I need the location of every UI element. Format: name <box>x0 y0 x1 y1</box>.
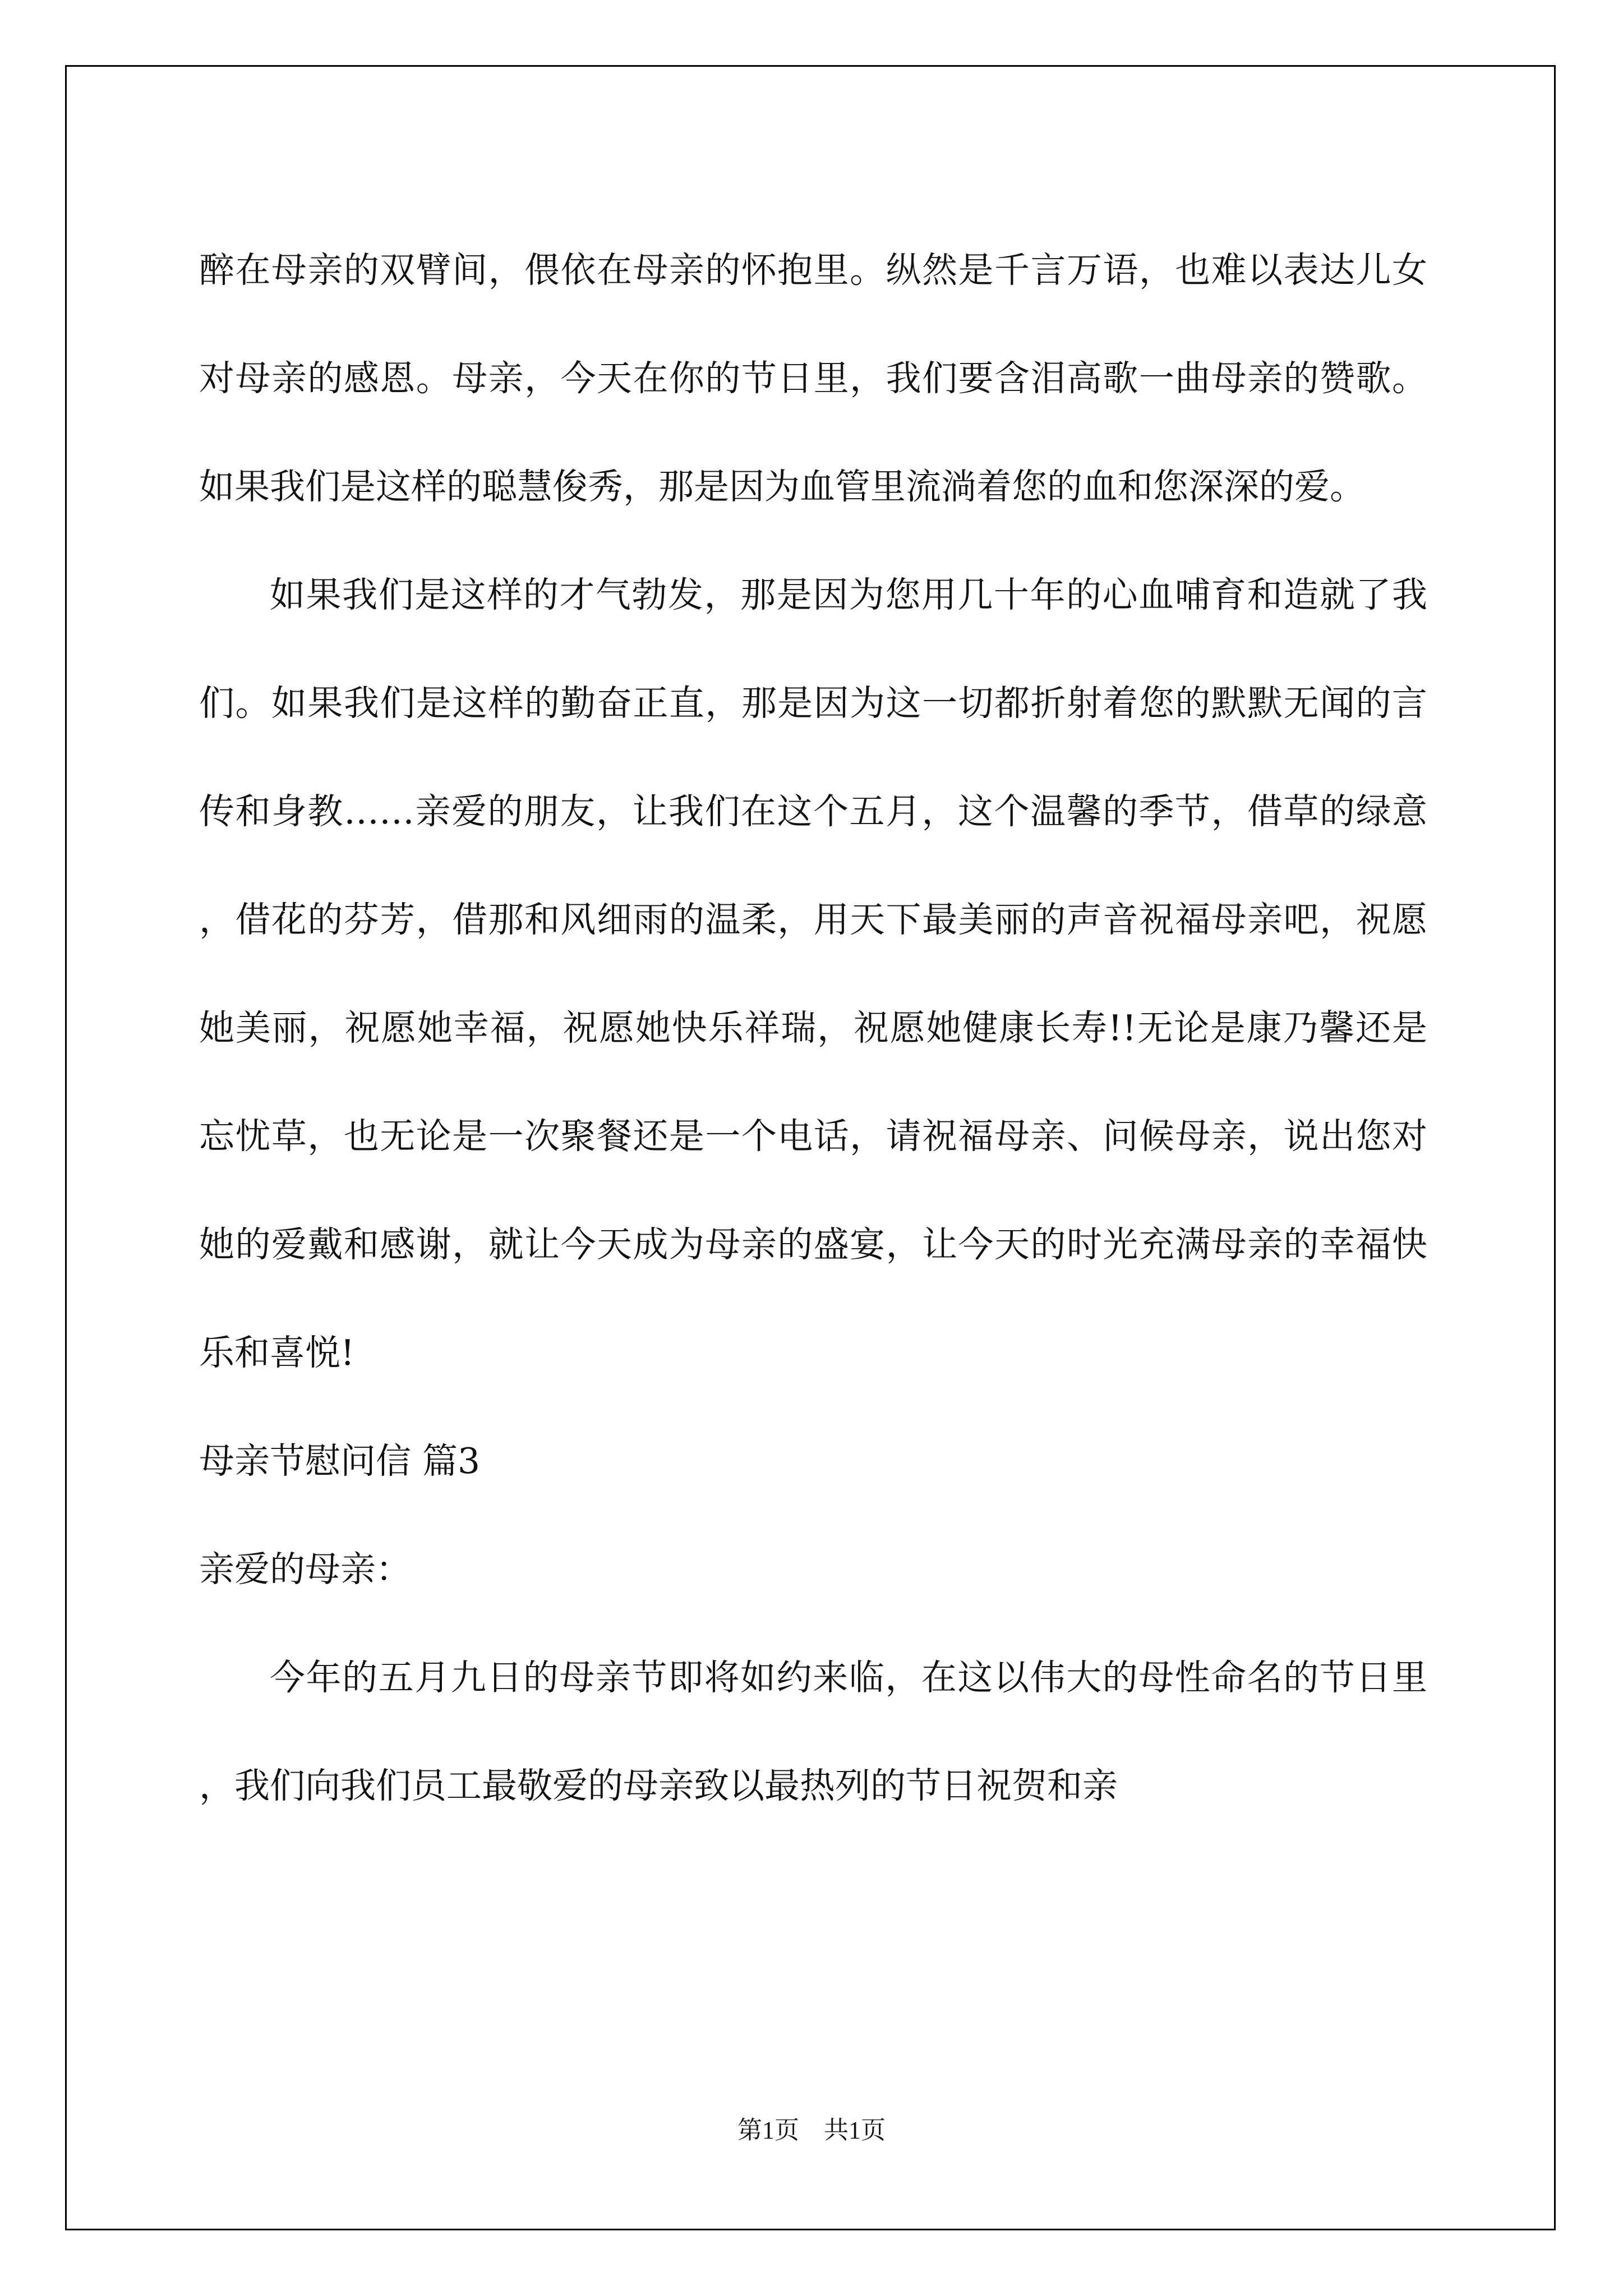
page-footer <box>0 2114 1623 2147</box>
paragraph-1: 醉在母亲的双臂间，偎依在母亲的怀抱里。纵然是千言万语，也难以表达儿女对母亲的感恩。母亲，今天在你的节日里，我们要含泪高歌一曲母亲的赞歌。如果我们是这样的聪慧俊秀，那是因为血管里流淌着您的血和您深深的爱。 <box>199 250 1427 507</box>
page-number: 第1页 <box>737 2116 799 2144</box>
document-body <box>199 216 1427 1840</box>
salutation: 亲爱的母亲： <box>199 1549 411 1590</box>
section-heading: 母亲节慰问信 篇3 <box>199 1441 481 1481</box>
paragraph-3: 今年的五月九日的母亲节即将如约来临，在这以伟大的母性命名的节日里，我们向我们员工最敬爱的母亲致以最热列的节日祝贺和亲 <box>199 1657 1427 1806</box>
page-total: 共1页 <box>824 2116 886 2144</box>
paragraph-2: 如果我们是这样的才气勃发，那是因为您用几十年的心血哺育和造就了我们。如果我们是这样的勤奋正直，那是因为这一切都折射着您的默默无闻的言传和身教……亲爱的朋友，让我们在这个五月，这个温馨的季节，借草的绿意，借花的芬芳，借那和风细雨的温柔，用天下最美丽的声音祝福母亲吧，祝愿她美丽，祝愿她幸福，祝愿她快乐祥瑞，祝愿她健康长寿!!无论是康乃馨还是忘忧草，也无论是一次聚餐还是一个电话，请祝福母亲、问候母亲，说出您对她的爱戴和感谢，就让今天成为母亲的盛宴，让今天的时光充满母亲的幸福快乐和喜悦! <box>199 574 1427 1373</box>
